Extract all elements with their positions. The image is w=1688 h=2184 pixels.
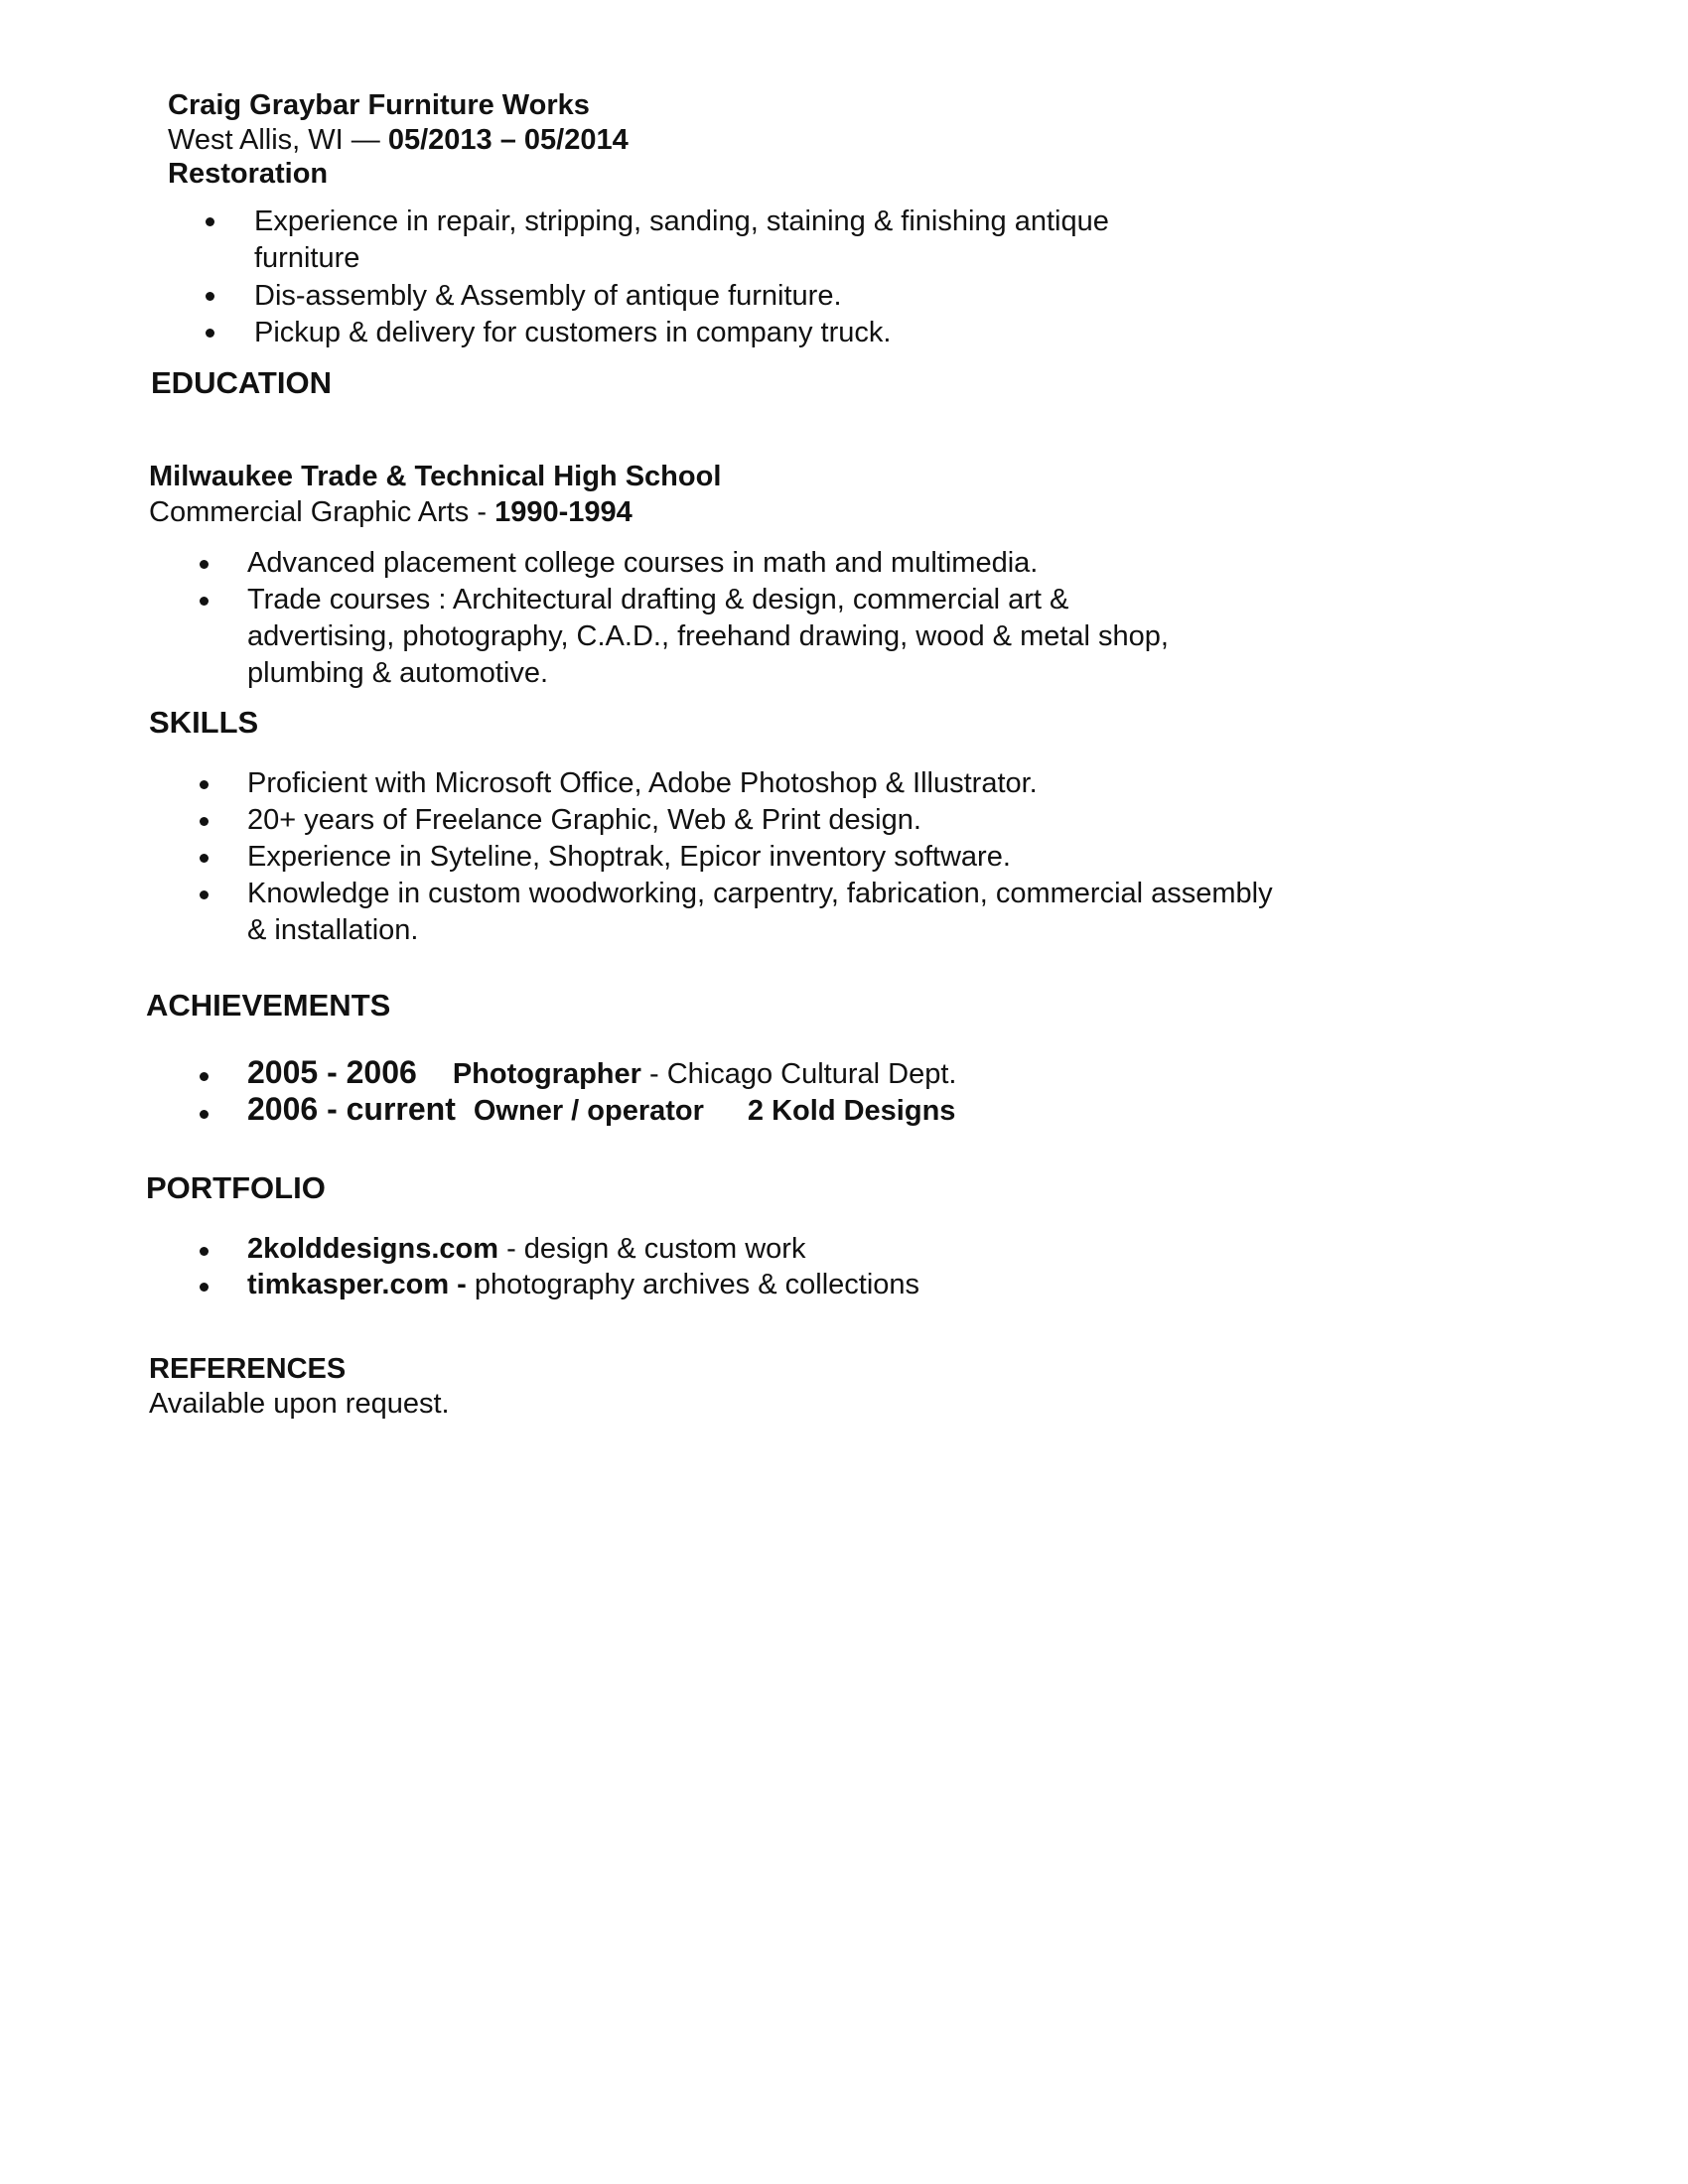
achievement-1-role: Photographer (452, 1058, 641, 1090)
bullet-icon (200, 780, 209, 789)
education-bullet-2-line-2: advertising, photography, C.A.D., freehand drawing, wood & metal shop, (247, 620, 1169, 652)
skills-heading: SKILLS (149, 705, 259, 740)
achievement-1-years: 2005 - 2006 (247, 1054, 417, 1090)
bullet-icon (200, 560, 209, 569)
job-bullet-1-line-2: furniture (254, 242, 360, 274)
bullet-icon (200, 890, 209, 899)
achievements-heading: ACHIEVEMENTS (146, 988, 391, 1023)
education-bullet-2-line-1: Trade courses : Architectural drafting & design, commercial art & (247, 584, 1069, 615)
job-location: West Allis, WI — (168, 124, 388, 156)
job-location-dates (168, 122, 629, 159)
bullet-icon (200, 854, 209, 863)
job-bullet-2: Dis-assembly & Assembly of antique furniture. (254, 280, 842, 312)
portfolio-2-rest: photography archives & collections (466, 1269, 920, 1300)
bullet-icon (200, 1110, 209, 1119)
education-bullet-2-line-3: plumbing & automotive. (247, 657, 549, 689)
portfolio-item-1 (247, 1231, 805, 1268)
bullet-icon (200, 1283, 209, 1292)
education-bullet-1: Advanced placement college courses in math and multimedia. (247, 547, 1039, 579)
achievement-item-2 (247, 1091, 955, 1130)
achievement-2-years: 2006 - current (247, 1091, 456, 1127)
portfolio-heading: PORTFOLIO (146, 1170, 326, 1205)
skills-bullet-3: Experience in Syteline, Shoptrak, Epicor inventory software. (247, 841, 1011, 873)
bullet-icon (206, 217, 214, 226)
bullet-icon (200, 1072, 209, 1081)
bullet-icon (206, 292, 214, 301)
portfolio-1-site[interactable]: 2kolddesigns.com (247, 1233, 499, 1265)
skills-bullet-4-line-2: & installation. (247, 914, 419, 946)
education-program-years (149, 494, 633, 531)
skills-bullet-1: Proficient with Microsoft Office, Adobe Photoshop & Illustrator. (247, 767, 1038, 799)
education-heading: EDUCATION (151, 365, 332, 400)
portfolio-2-site[interactable]: timkasper.com - (247, 1269, 467, 1300)
achievement-item-1 (247, 1054, 956, 1093)
bullet-icon (200, 1247, 209, 1256)
bullet-icon (206, 329, 214, 338)
references-text: Available upon request. (149, 1388, 450, 1420)
achievement-2-org: 2 Kold Designs (747, 1095, 956, 1127)
skills-bullet-2: 20+ years of Freelance Graphic, Web & Print design. (247, 804, 921, 836)
job-bullet-1-line-1: Experience in repair, stripping, sanding, staining & finishing antique (254, 205, 1109, 237)
skills-bullet-4-line-1: Knowledge in custom woodworking, carpentry, fabrication, commercial assembly (247, 878, 1273, 909)
job-title: Restoration (168, 158, 329, 190)
job-company: Craig Graybar Furniture Works (168, 89, 590, 121)
references-heading: REFERENCES (149, 1353, 347, 1385)
achievement-1-rest: - Chicago Cultural Dept. (640, 1058, 957, 1090)
education-years: 1990-1994 (494, 496, 633, 528)
bullet-icon (200, 597, 209, 606)
achievement-2-role: Owner / operator (473, 1095, 704, 1127)
job-dates: 05/2013 – 05/2014 (387, 124, 629, 156)
portfolio-1-rest: - design & custom work (498, 1233, 806, 1265)
bullet-icon (200, 817, 209, 826)
education-program: Commercial Graphic Arts - (149, 496, 495, 528)
job-bullet-3: Pickup & delivery for customers in company truck. (254, 317, 892, 348)
education-school: Milwaukee Trade & Technical High School (149, 461, 722, 492)
portfolio-item-2 (247, 1267, 919, 1303)
